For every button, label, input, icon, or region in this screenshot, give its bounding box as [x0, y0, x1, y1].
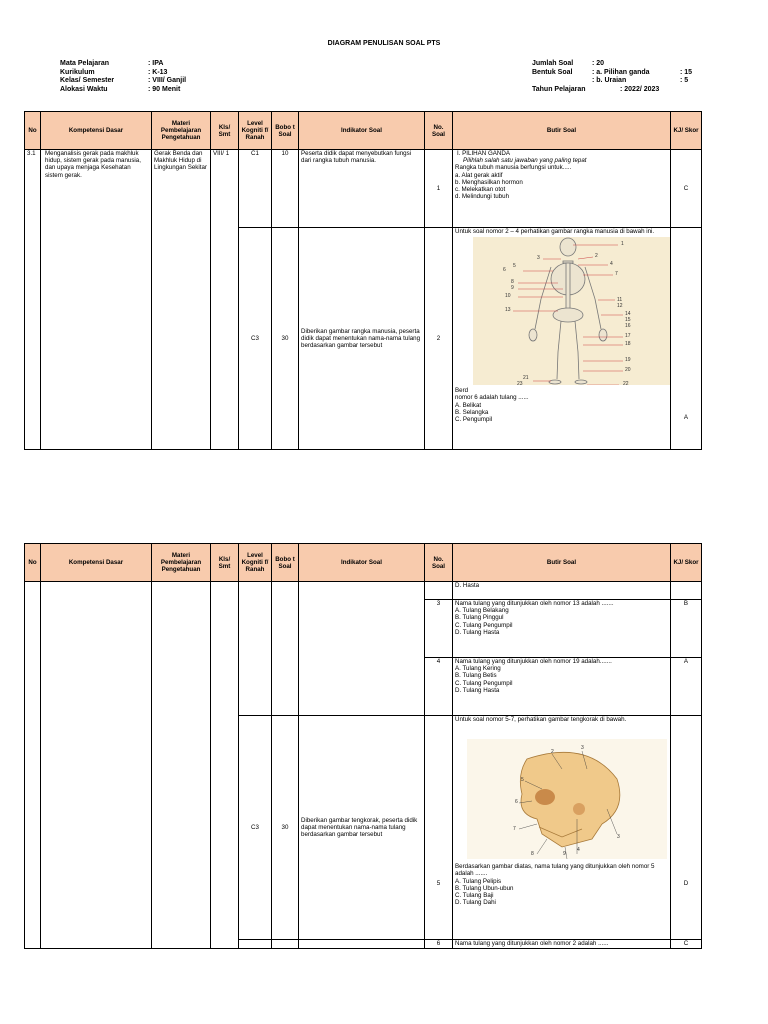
option: D. Tulang Dahi: [455, 899, 496, 907]
figure-label: 2: [595, 253, 598, 260]
meta-label: Alokasi Waktu: [60, 85, 108, 93]
cell-butir: Nama tulang yang ditunjukkan oleh nomor 2 adalah ......: [453, 940, 671, 949]
cell-bobot: [272, 940, 299, 949]
cell-indikator: Diberikan gambar tengkorak, peserta didik dapat menentukan nama-nama tulang berdasarkan gambar tersebut: [299, 716, 425, 940]
option: B. Tulang Betis: [455, 672, 497, 680]
header-kj: KJ/ Skor: [671, 544, 702, 582]
instruction: Pilihlah salah satu jawaban yang paling tepat: [463, 157, 587, 165]
figure-label: 4: [577, 847, 580, 854]
cell-level: C1: [239, 150, 272, 228]
cell-indikator: Peserta didik dapat menyebutkan fungsi dari rangka tubuh manusia.: [299, 150, 425, 228]
cell-kj: B: [671, 600, 702, 658]
figure-label: 23: [517, 381, 523, 388]
skull-icon: [467, 739, 667, 859]
option: A. Tulang Belakang: [455, 607, 509, 615]
bentuk-a: : a. Pilihan ganda: [592, 68, 650, 76]
cell-butir: [453, 228, 671, 450]
cell-butir: [453, 716, 671, 940]
cell-kompetensi: Menganalisis gerak pada makhluk hidup, sistem gerak pada manusia, dan upaya menjaga Kesehatan sistem gerak.: [41, 150, 152, 450]
cell-bobot: 30: [272, 716, 299, 940]
figure-label: 11: [617, 297, 623, 304]
section-heading: I. PILIHAN GANDA: [457, 150, 510, 157]
option: D. Hasta: [455, 582, 480, 589]
figure-label: 5: [521, 777, 524, 784]
cell-materi: Gerak Benda dan Makhluk Hidup di Lingkungan Sekitar: [152, 150, 211, 450]
option: D. Tulang Hasta: [455, 686, 500, 694]
table-header-row: [25, 544, 702, 582]
cell-level: C3: [239, 228, 272, 450]
bentuk-soal-label: Bentuk Soal: [532, 68, 573, 76]
option: D. Tulang Hasta: [455, 628, 500, 636]
soal-table-2: [24, 543, 702, 949]
figure-label: 2: [551, 749, 554, 756]
option: C. Tulang Pengumpil: [455, 679, 513, 687]
figure-label: 10: [505, 293, 511, 300]
cell-no-soal: 5: [425, 716, 453, 940]
cell-kompetensi: [41, 582, 152, 949]
figure-label: 6: [503, 267, 506, 274]
header-kls: Kls/ Smt: [211, 544, 239, 582]
header-indikator: Indikator Soal: [299, 112, 425, 150]
option: C. Pengumpil: [455, 416, 493, 424]
skull-figure-area: [455, 723, 668, 863]
table-row: [25, 150, 702, 228]
figure-label: 4: [610, 261, 613, 268]
meta-value: : K-13: [148, 68, 168, 76]
figure-label: 1: [621, 241, 624, 248]
option: B. Selangka: [455, 408, 489, 416]
meta-row: [60, 86, 260, 95]
figure-label: 18: [625, 341, 631, 348]
cell-no: [25, 582, 41, 949]
question-text: Berdasarkan gambar diatas, nama tulang yang ditunjukkan oleh nomor 5 adalah .......: [455, 863, 655, 878]
option: a. Alat gerak aktif: [455, 171, 503, 179]
cell-materi: [152, 582, 211, 949]
cell-indikator: Diberikan gambar rangka manusia, peserta didik dapat menentukan nama-nama tulang berdasarkan gambar tersebut: [299, 228, 425, 450]
cell-bobot: [272, 582, 299, 716]
header-indikator: Indikator Soal: [299, 544, 425, 582]
jumlah-soal-value: : 20: [592, 60, 605, 67]
cell-kls: [211, 582, 239, 949]
meta-value: : IPA: [148, 60, 164, 67]
soal-table-1: [24, 111, 702, 450]
option: c. Melekatkan otot: [455, 186, 506, 194]
tahun-value: : 2022/ 2023: [620, 85, 660, 93]
meta-label: Kurikulum: [60, 68, 95, 76]
header-butir: Butir Soal: [453, 112, 671, 150]
header-materi: Materi Pembelajaran Pengetahuan: [152, 544, 211, 582]
bentuk-b: : b. Uraian: [592, 77, 627, 85]
cell-no-soal: 3: [425, 600, 453, 658]
figure-label: 20: [625, 367, 631, 374]
cell-no-soal: 2: [425, 228, 453, 450]
cell-no-soal: [425, 582, 453, 600]
option: A. Tulang Kering: [455, 665, 501, 673]
tahun-label: Tahun Pelajaran: [532, 85, 586, 93]
figure-label: 9: [563, 851, 566, 858]
cell-kj: A: [671, 228, 702, 450]
question-intro: Untuk soal nomor 2 – 4 perhatikan gambar rangka manusia di bawah ini.: [455, 228, 655, 235]
figure-label: 3: [617, 834, 620, 841]
figure-label: 7: [513, 826, 516, 833]
meta-value: : 90 Menit: [148, 85, 181, 93]
cell-kj: C: [671, 150, 702, 228]
option: B. Tulang Pinggul: [455, 614, 504, 622]
figure-label: 15: [625, 317, 631, 324]
meta-row: [60, 77, 260, 86]
cell-kj: C: [671, 940, 702, 949]
option: d. Melindungi tubuh: [455, 193, 510, 201]
cell-level: [239, 582, 272, 716]
figure-label: 17: [625, 333, 631, 340]
skeleton-icon: [473, 237, 671, 385]
header-no-soal: No. Soal: [425, 544, 453, 582]
header-butir: Butir Soal: [453, 544, 671, 582]
cell-no: 3.1: [25, 150, 41, 450]
bentuk-b-value: : 5: [680, 77, 689, 85]
header-bobot: Bobo t Soal: [272, 544, 299, 582]
header-materi: Materi Pembelajaran Pengetahuan: [152, 112, 211, 150]
question-text: nomor 6 adalah tulang ......: [455, 394, 529, 402]
meta-label: Mata Pelajaran: [60, 60, 110, 67]
cell-butir: [453, 600, 671, 658]
header-level: Level Kogniti f/ Ranah: [239, 544, 272, 582]
header-level: Level Kogniti f/ Ranah: [239, 112, 272, 150]
cell-kj: A: [671, 658, 702, 716]
figure-label: 7: [615, 271, 618, 278]
option: b. Menghasilkan hormon: [455, 178, 523, 186]
cell-butir: [453, 150, 671, 228]
question-intro: Untuk soal nomor 5-7, perhatikan gambar tengkorak di bawah.: [455, 716, 627, 723]
figure-label: 19: [625, 357, 631, 364]
cell-butir: [453, 582, 671, 600]
figure-label: 21: [523, 375, 529, 382]
header-no: No: [25, 112, 41, 150]
jumlah-soal-label: Jumlah Soal: [532, 60, 574, 67]
question-text: Berd: [455, 387, 469, 395]
figure-label: 9: [511, 285, 514, 292]
cell-level: [239, 940, 272, 949]
option: B. Tulang Ubun-ubun: [455, 884, 514, 892]
figure-label: 8: [511, 279, 514, 286]
figure-label: 6: [515, 799, 518, 806]
figure-label: 14: [625, 311, 631, 318]
cell-no-soal: 6: [425, 940, 453, 949]
header-kompetensi: Kompetensi Dasar: [41, 112, 152, 150]
figure-label: 3: [537, 255, 540, 262]
figure-label: 12: [617, 303, 623, 310]
figure-label: 16: [625, 323, 631, 330]
cell-kj: [671, 582, 702, 600]
skeleton-figure: [473, 237, 671, 388]
meta-row: [60, 60, 260, 69]
meta-value: : VIII/ Ganjil: [148, 77, 187, 85]
header-kompetensi: Kompetensi Dasar: [41, 544, 152, 582]
option: A. Tulang Pelipis: [455, 877, 502, 885]
cell-indikator: [299, 940, 425, 949]
meta-row: [60, 69, 260, 78]
document-title: DIAGRAM PENULISAN SOAL PTS: [327, 40, 441, 47]
question-text: Nama tulang yang ditunjukkan oleh nomor 13 adalah .......: [455, 600, 614, 607]
cell-no-soal: 4: [425, 658, 453, 716]
meta-right: [532, 60, 712, 94]
header-no: No: [25, 544, 41, 582]
skull-figure: [467, 739, 667, 859]
header-kls: Kls/ Smt: [211, 112, 239, 150]
cell-bobot: 30: [272, 228, 299, 450]
cell-kj: D: [671, 716, 702, 940]
figure-label: 8: [531, 851, 534, 858]
header-no-soal: No. Soal: [425, 112, 453, 150]
question-text: Nama tulang yang ditunjukkan oleh nomor 19 adalah.......: [455, 658, 612, 665]
meta-left: [60, 60, 260, 94]
figure-label: 13: [505, 307, 511, 314]
cell-indikator: [299, 582, 425, 716]
bentuk-a-value: : 15: [680, 68, 693, 76]
figure-label: 5: [513, 263, 516, 270]
header-kj: KJ/ Skor: [671, 112, 702, 150]
option: C. Tulang Pengumpil: [455, 621, 513, 629]
figure-label: 22: [623, 381, 629, 388]
cell-kls: VIII/ 1: [211, 150, 239, 450]
table-row: [25, 582, 702, 600]
cell-bobot: 10: [272, 150, 299, 228]
cell-butir: [453, 658, 671, 716]
header-bobot: Bobo t Soal: [272, 112, 299, 150]
option: A. Belikat: [455, 401, 482, 409]
question-text: Rangka tubuh manusia berfungsi untuk.....: [455, 164, 572, 172]
figure-label: 3: [581, 745, 584, 752]
option: C. Tulang Baji: [455, 892, 494, 900]
meta-label: Kelas/ Semester: [60, 77, 115, 85]
cell-no-soal: 1: [425, 150, 453, 228]
table-header-row: [25, 112, 702, 150]
cell-level: C3: [239, 716, 272, 940]
skeleton-figure-area: [455, 235, 668, 387]
